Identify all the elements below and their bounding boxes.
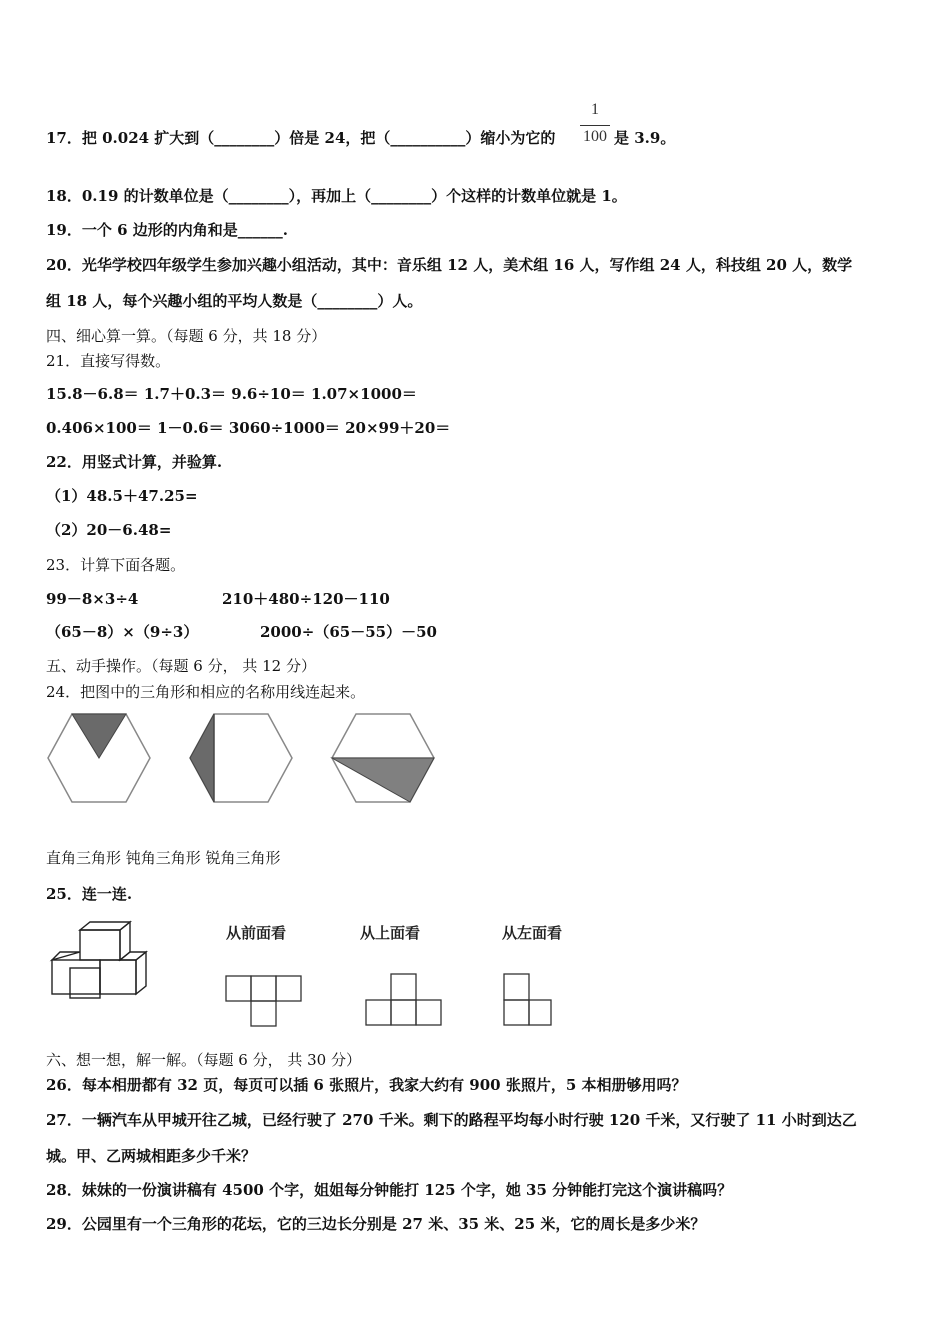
q17-text: 17．把 0.024 扩大到（________）倍是 24，把（__________）缩小为它的 (46, 129, 556, 147)
question-23: 23．计算下面各题。 (46, 556, 186, 574)
triangle-shaded (72, 714, 126, 758)
fraction-denominator: 100 (583, 128, 607, 145)
q23-expr-1: 99－8×3÷4 (46, 590, 139, 608)
top-view-figure (362, 972, 446, 1028)
left-cube-top-face (52, 952, 80, 960)
view-label-top: 从上面看 (360, 924, 421, 942)
hexagon-figure-3 (330, 712, 436, 804)
q17-tail: 是 3.9。 (614, 129, 676, 147)
right-cube-front (100, 960, 136, 994)
front-view-figure (222, 972, 306, 1028)
cube-stack-figure (46, 918, 156, 1002)
question-22: 22．用竖式计算，并验算. (46, 453, 223, 471)
question-27-line1: 27．一辆汽车从甲城开往乙城，已经行驶了 270 千米。剩下的路程平均每小时行驶 120 千米，又行驶了 11 小时到达乙 (46, 1111, 857, 1129)
right-cube-side (136, 952, 146, 994)
q23-expr-2: 210＋480÷120－110 (222, 590, 390, 608)
q23-expr-4: 2000÷（65－55）－50 (260, 623, 437, 641)
q21-row-1: 15.8－6.8＝ 1.7＋0.3＝ 9.6÷10＝ 1.07×1000＝ (46, 385, 417, 403)
question-21: 21．直接写得数。 (46, 352, 171, 370)
question-24: 24．把图中的三角形和相应的名称用线连起来。 (46, 683, 366, 701)
triangle-shaded (332, 758, 434, 802)
q24-triangle-labels: 直角三角形 钝角三角形 锐角三角形 (46, 849, 281, 867)
question-26: 26．每本相册都有 32 页，每页可以插 6 张照片，我家大约有 900 张照片，5 本相册够用吗？ (46, 1076, 687, 1094)
question-29: 29．公园里有一个三角形的花坛，它的三边长分别是 27 米、35 米、25 米，它的周长是多少米？ (46, 1215, 706, 1233)
hexagon-figure-2 (188, 712, 294, 804)
question-27-line2: 城。甲、乙两城相距多少千米？ (46, 1147, 257, 1165)
question-20-line1: 20．光华学校四年级学生参加兴趣小组活动，其中：音乐组 12 人，美术组 16 人，写作组 24 人，科技组 20 人，数学 (46, 256, 853, 274)
left-view-figure (500, 972, 560, 1028)
question-25: 25．连一连. (46, 885, 133, 903)
fraction-numerator: 1 (591, 101, 599, 118)
question-18: 18．0.19 的计数单位是（________），再加上（________）个这样的计数单位就是 1。 (46, 187, 627, 205)
top-cube-side (120, 922, 130, 960)
top-cube-front (80, 930, 120, 960)
section-5-heading: 五、动手操作。（每题 6 分， 共 12 分） (46, 657, 316, 675)
triangle-shaded (190, 714, 214, 802)
q21-row-2: 0.406×100＝ 1－0.6＝ 3060÷1000＝ 20×99＋20＝ (46, 419, 451, 437)
question-28: 28．妹妹的一份演讲稿有 4500 个字，姐姐每分钟能打 125 个字，她 35 分钟能打完这个演讲稿吗？ (46, 1181, 733, 1199)
question-20-line2: 组 18 人，每个兴趣小组的平均人数是（________）人。 (46, 292, 423, 310)
question-19: 19．一个 6 边形的内角和是______. (46, 221, 288, 239)
q22-part-2: （2）20－6.48= (46, 521, 172, 539)
section-4-heading: 四、细心算一算。（每题 6 分，共 18 分） (46, 327, 327, 345)
left-cube-front (52, 960, 100, 994)
q22-part-1: （1）48.5＋47.25= (46, 487, 198, 505)
fraction-bar (580, 125, 610, 126)
view-label-left: 从左面看 (502, 924, 563, 942)
section-6-heading: 六、想一想，解一解。（每题 6 分， 共 30 分） (46, 1051, 361, 1069)
q23-expr-3: （65－8）×（9÷3） (46, 623, 199, 641)
hexagon-figure-1 (46, 712, 152, 804)
view-label-front: 从前面看 (226, 924, 287, 942)
question-17 (46, 128, 555, 148)
